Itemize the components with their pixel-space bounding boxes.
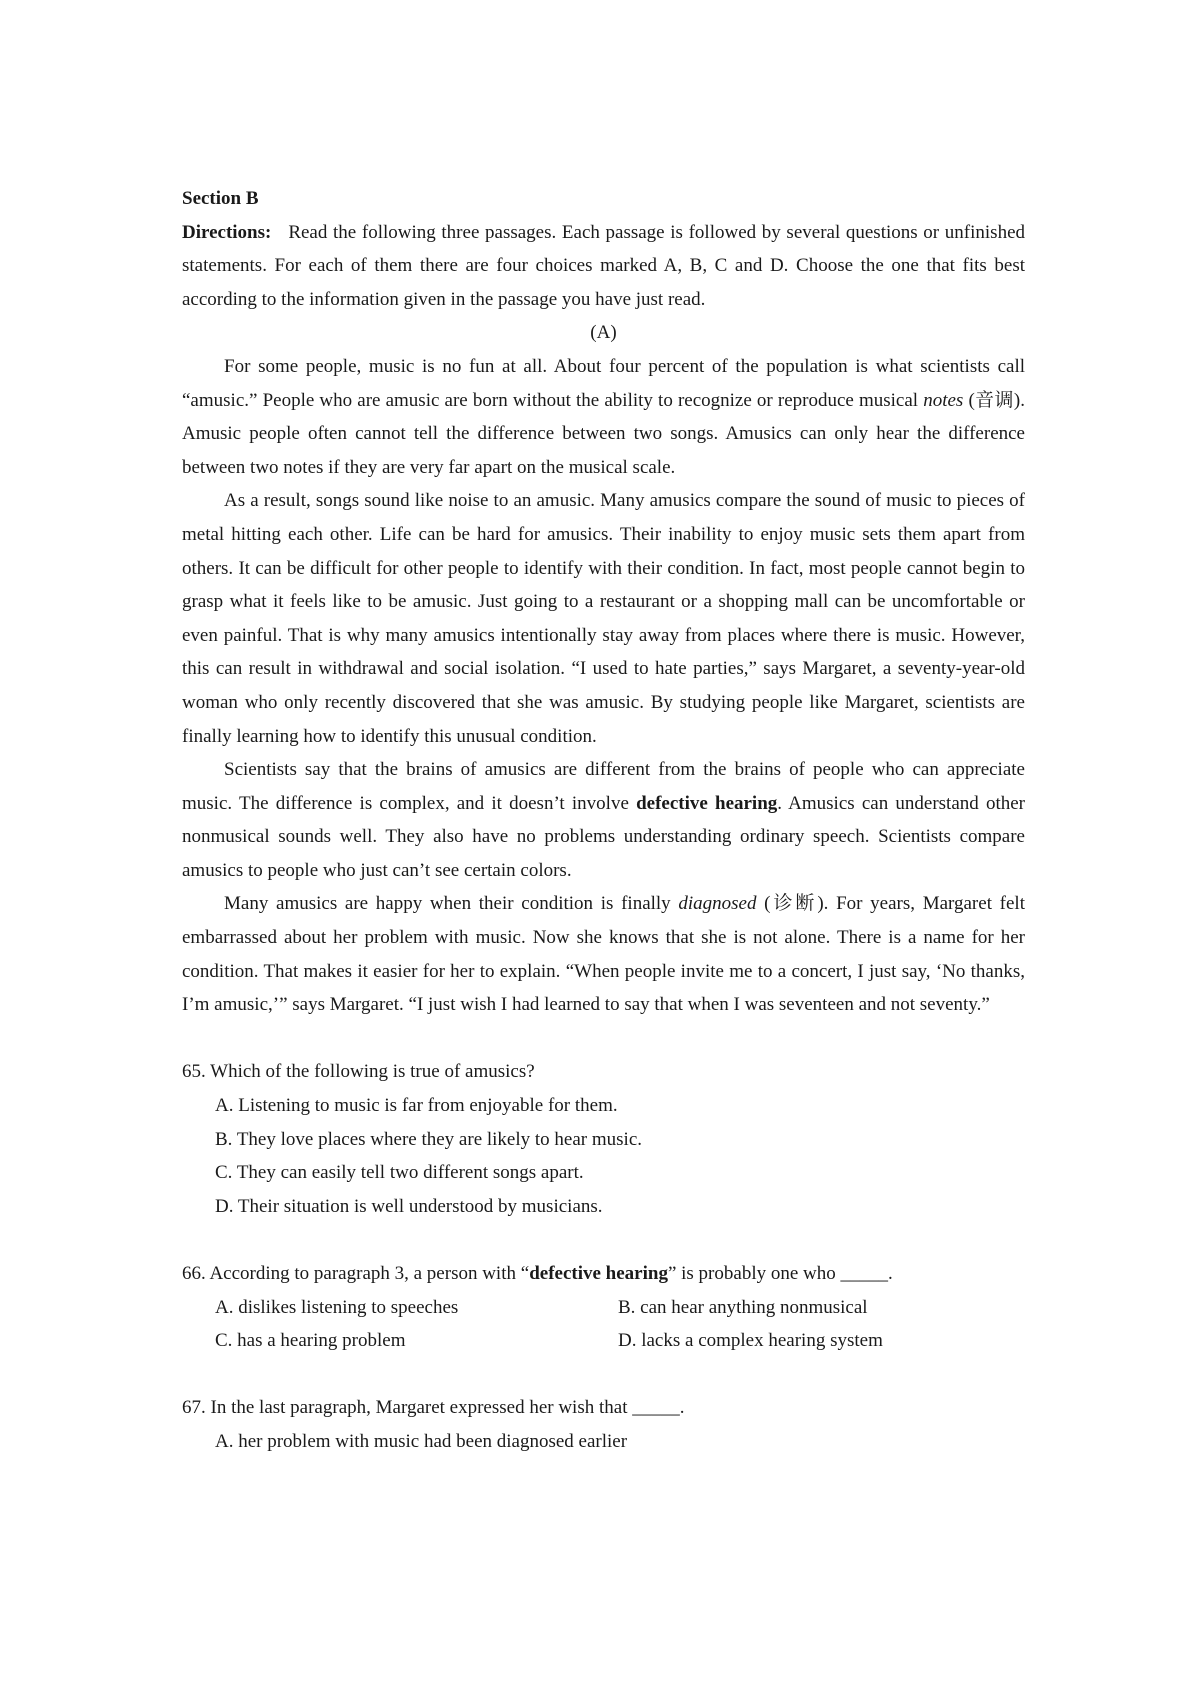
paragraph-4-text-a: Many amusics are happy when their condition is finally bbox=[224, 893, 679, 915]
paragraph-3 bbox=[182, 753, 1025, 887]
paragraph-1-text-a: For some people, music is no fun at all. About four percent of the population is what scientists call “amusic.” People who are amusic are born without the ability to recognize or reproduce musical bbox=[182, 355, 1025, 411]
question-66-option-d[interactable]: D. lacks a complex hearing system bbox=[618, 1330, 883, 1352]
directions bbox=[182, 216, 1025, 317]
question-67-stem: 67. In the last paragraph, Margaret expressed her wish that _____. bbox=[182, 1397, 685, 1419]
question-66-option-b[interactable]: B. can hear anything nonmusical bbox=[618, 1296, 868, 1318]
exam-page bbox=[182, 182, 1025, 1459]
diagnosed-term: diagnosed bbox=[678, 893, 757, 915]
question-67-option-a[interactable]: A. her problem with music had been diagnosed earlier bbox=[215, 1430, 628, 1452]
question-66-stem-b: ” is probably one who _____. bbox=[667, 1263, 893, 1284]
question-65-option-c[interactable]: C. They can easily tell two different songs apart. bbox=[215, 1162, 584, 1184]
question-66-stem-a: 66. According to paragraph 3, a person with “ bbox=[182, 1263, 530, 1284]
notes-term: notes bbox=[923, 389, 964, 411]
question-66-options-row-2 bbox=[182, 1324, 1025, 1358]
directions-text: Read the following three passages. Each passage is followed by several questions or unfinished statements. For each of them there are four choices marked A, B, C and D. Choose the one that fits best according to the information given in the passage you have just read. bbox=[182, 221, 1025, 310]
question-66 bbox=[182, 1257, 1025, 1358]
paragraph-3-text-a: Scientists say that the brains of amusics are different from the brains of people who can appreciate music. The difference is complex, and it doesn’t involve bbox=[182, 759, 1025, 814]
question-66-option-a[interactable]: A. dislikes listening to speeches bbox=[215, 1296, 459, 1318]
question-66-stem bbox=[182, 1257, 1025, 1291]
paragraph-1-text-b: (音调). Amusic people often cannot tell the difference between two songs. Amusics can only hear the difference between two notes if they are very far apart on the musical scale. bbox=[182, 389, 1025, 478]
question-65-option-b[interactable]: B. They love places where they are likely to hear music. bbox=[215, 1128, 642, 1150]
paragraph-1 bbox=[182, 350, 1025, 484]
question-65 bbox=[182, 1055, 1025, 1223]
question-66-stem-bold: defective hearing bbox=[529, 1263, 668, 1284]
paragraph-4-text-b: (诊断). For years, Margaret felt embarrassed about her problem with music. Now she knows that she is not alone. There is a name for her condition. That makes it easier for her to explain. “When people invite me to a concert, I just say, ‘No thanks, I’m amusic,’” says Margaret. “I just wish I had learned to say that when I was seventeen and not seventy.” bbox=[182, 893, 1025, 1016]
section-title: Section B bbox=[182, 188, 259, 209]
paragraph-3-text-b: . Amusics can understand other nonmusical sounds well. They also have no problems understanding ordinary speech. Scientists compare amusics to people who just can’t see certain colors. bbox=[182, 792, 1025, 881]
defective-hearing-term: defective hearing bbox=[636, 792, 778, 814]
question-67 bbox=[182, 1391, 1025, 1458]
question-66-option-c[interactable]: C. has a hearing problem bbox=[215, 1330, 406, 1352]
paragraph-4 bbox=[182, 887, 1025, 1021]
question-65-option-d[interactable]: D. Their situation is well understood by musicians. bbox=[215, 1195, 603, 1217]
question-66-options-row-1 bbox=[182, 1291, 1025, 1325]
question-65-stem: 65. Which of the following is true of amusics? bbox=[182, 1061, 535, 1083]
question-65-option-a[interactable]: A. Listening to music is far from enjoyable for them. bbox=[215, 1095, 618, 1117]
passage-label: (A) bbox=[590, 322, 617, 344]
paragraph-2: As a result, songs sound like noise to an amusic. Many amusics compare the sound of music to pieces of metal hitting each other. Life can be hard for amusics. Their inability to enjoy music sets them apart from others. It can be difficult for other people to identify with their condition. In fact, most people cannot begin to grasp what it feels like to be amusic. Just going to a restaurant or a shopping mall can be uncomfortable or even painful. That is why many amusics intentionally stay away from places where there is music. However, this can result in withdrawal and social isolation. “I used to hate parties,” says Margaret, a seventy-year-old woman who only recently discovered that she was amusic. By studying people like Margaret, scientists are finally learning how to identify this unusual condition. bbox=[182, 490, 1025, 747]
directions-label: Directions: bbox=[182, 221, 272, 243]
